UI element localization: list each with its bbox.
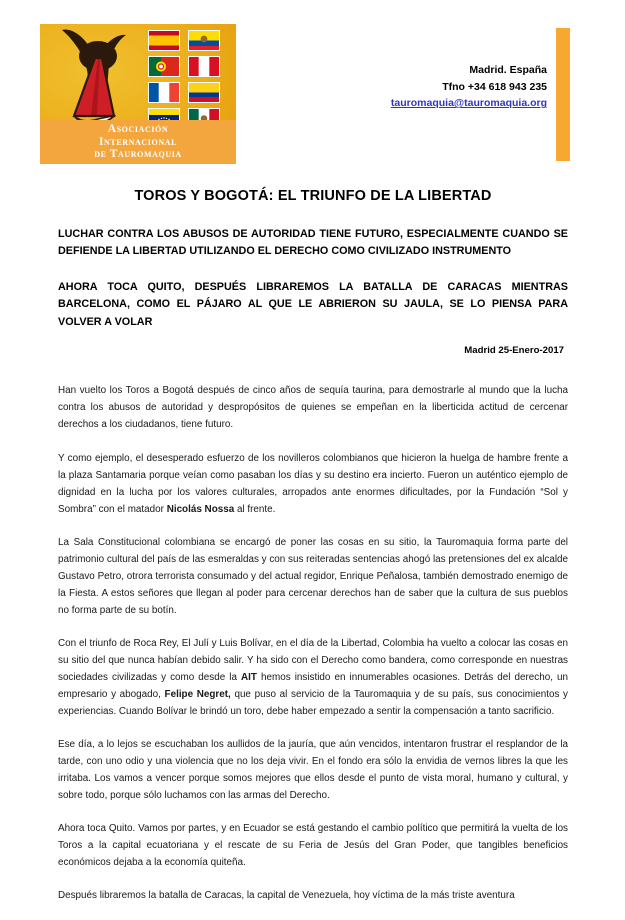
document-body <box>58 188 568 920</box>
document-header <box>0 0 625 168</box>
paragraph-2-text-b: al frente. <box>234 503 276 515</box>
body-paragraph-3: La Sala Constitucional colombiana se encargó de poner las cosas en su sitio, la Tauromaquia forma parte del patrimonio cultural del país de las esmeraldas y con sus reiteradas sentencias ahogó las pretensiones del ex alcalde Gustavo Petro, otrora terrorista consumado y del actual regidor, Enrique Peñalosa, también demostrado enemigo de la Fiesta. A estos señores que llegan al poder para cercenar derechos han de saber que la cultura de sus pueblos no forma parte de su botín. <box>58 536 568 616</box>
body-paragraph-1: Han vuelto los Toros a Bogotá después de cinco años de sequía taurina, para demostrarle al mundo que la lucha contra los abusos de autoridad y despropósitos de quienes se empeñan en la liberticida actitud de cercenar derechos a los ciudadanos, tiene futuro. <box>58 385 568 431</box>
paragraph-2-text-a: Y como ejemplo, el desesperado esfuerzo de los novilleros colombianos que hicieron la huelga de hambre frente a la plaza Santamaria porque veían como pasaban los días y su destino era incierto. Fueron un auténtico ejemplo de dignidad en la lucha por los valores culturales, arropados ante enormes dificultades, por la Fundación “Sol y Sombra” con el matador <box>58 452 568 515</box>
page-title: TOROS Y BOGOTÁ: EL TRIUNFO DE LA LIBERTAD <box>134 188 492 204</box>
matador-name: Nicolás Nossa <box>166 503 235 515</box>
logo-band-line-2: Internacional <box>98 135 178 148</box>
flag-colombia <box>188 82 220 103</box>
body-paragraph-4 <box>58 635 568 720</box>
header-accent-bar <box>556 28 570 161</box>
paragraph-4-text-a: Con el triunfo de Roca Rey, El Julí y Luis Bolívar, en el día de la Libertad, Colombia ha vuelto a colocar las cosas en su sitio del que nunca habían debido salir. Y ha sido con el Derecho como bandera, como corresponde en nuestras sociedades civilizadas y como desde la <box>58 637 568 683</box>
flag-ecuador <box>188 30 220 51</box>
contact-block <box>391 62 547 112</box>
lead-paragraph-2: AHORA TOCA QUITO, DESPUÉS LIBRAREMOS LA BATALLA DE CARACAS MIENTRAS BARCELONA, COMO EL PÁJARO AL QUE LE ABRIERON SU JAULA, SE LO PIENSA PARA VOLVER A VOLAR <box>58 280 568 328</box>
contact-location: Madrid. España <box>469 64 547 76</box>
paragraph-4-text-b: hemos insistido en innumerables ocasiones. Detrás del derecho, un empresario y abogado, <box>58 671 568 700</box>
flag-france <box>148 82 180 103</box>
lawyer-name: Felipe Negret, <box>164 688 231 700</box>
organization-acronym: AIT <box>241 671 257 683</box>
flag-peru <box>188 56 220 77</box>
body-paragraph-5: Ese día, a lo lejos se escuchaban los aullidos de la jauría, que aún vencidos, intentaron frustrar el resplandor de la tarde, con uno odio y una violencia que no los deja vivir. En el fondo era sólo la envidia de vernos libres la que les irritaba. Los vamos a vencer porque somos mejores que ellos desde el punto de vista moral, humano y cultural, y sobre todo, porque sólo luchamos con las armas del Derecho. <box>58 738 568 802</box>
body-paragraph-2 <box>58 450 568 518</box>
contact-email-link[interactable]: tauromaquia@tauromaquia.org <box>390 97 547 110</box>
dateline: Madrid 25-Enero-2017 <box>464 345 564 357</box>
logo-band-line-3: de Tauromaquia <box>94 148 182 161</box>
body-paragraph-6: Ahora toca Quito. Vamos por partes, y en Ecuador se está gestando el cambio político que permitirá la vuelta de los Toros a la capital ecuatoriana y el rescate de su Feria de Jesús del Gran Poder, que tangibles beneficios económicos dejaba a la economía quiteña. <box>58 823 568 869</box>
flag-portugal <box>148 56 180 77</box>
body-paragraph-7: Después libraremos la batalla de Caracas, la capital de Venezuela, hoy víctima de la más triste aventura <box>58 890 515 902</box>
association-logo <box>40 24 236 164</box>
logo-band-line-1: Asociación <box>107 123 169 136</box>
flag-spain <box>148 30 180 51</box>
logo-name-band <box>40 120 236 164</box>
lead-paragraph-1: LUCHAR CONTRA LOS ABUSOS DE AUTORIDAD TIENE FUTURO, ESPECIALMENTE CUANDO SE DEFIENDE LA LIBERTAD UTILIZANDO EL DERECHO COMO CIVILIZADO INSTRUMENTO <box>58 228 568 258</box>
paragraph-4-text-c: que puso al servicio de la Tauromaquia y de su país, sus conocimientos y experiencias. Cuando Bolívar le brindó un toro, debe haber empezado a sentir la compensación a tanto sacrificio. <box>58 688 568 717</box>
contact-phone: Tfno +34 618 943 235 <box>442 80 547 93</box>
